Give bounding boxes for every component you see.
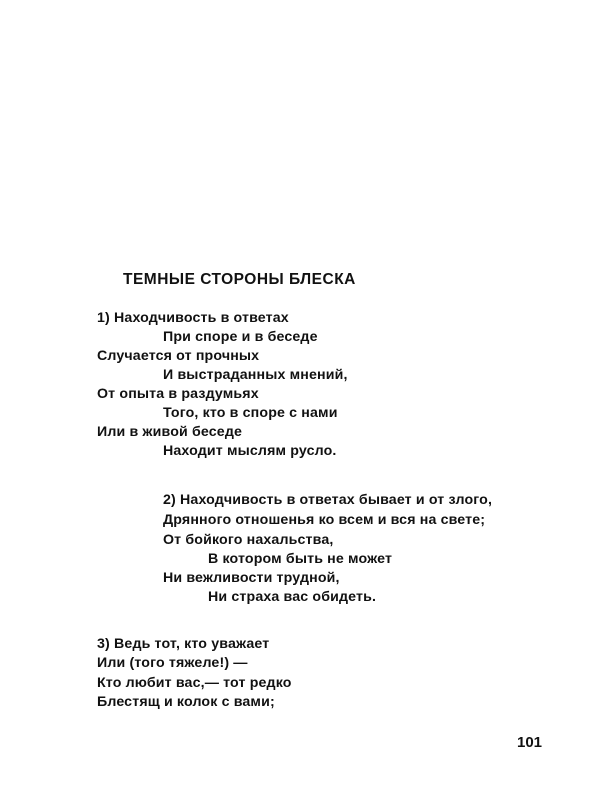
stanza-1-line-2: При споре и в беседе bbox=[163, 329, 318, 345]
stanza-1-line-7: Или в живой беседе bbox=[97, 424, 243, 440]
stanza-1-line-1: 1) Находчивость в ответах bbox=[97, 310, 289, 326]
stanza-3-line-1: 3) Ведь тот, кто уважает bbox=[97, 636, 270, 652]
stanza-3-line-3: Кто любит вас,— тот редко bbox=[97, 675, 292, 691]
stanza-2-line-1: 2) Находчивость в ответах бывает и от злого, bbox=[163, 492, 493, 508]
stanza-1-line-3: Случается от прочных bbox=[97, 348, 260, 364]
stanza-1-line-8: Находит мыслям русло. bbox=[163, 443, 337, 459]
stanza-2-line-6: Ни страха вас обидеть. bbox=[208, 589, 377, 605]
stanza-1-line-4: И выстраданных мнений, bbox=[163, 367, 348, 383]
stanza-2-line-5: Ни вежливости трудной, bbox=[163, 570, 340, 586]
poem-title: ТЕМНЫЕ СТОРОНЫ БЛЕСКА bbox=[123, 271, 356, 288]
stanza-2-line-3: От бойкого нахальства, bbox=[163, 532, 334, 548]
stanza-2-line-4: В котором быть не может bbox=[208, 551, 393, 567]
stanza-1-line-6: Того, кто в споре с нами bbox=[163, 405, 338, 421]
stanza-3-line-4: Блестящ и колок с вами; bbox=[97, 694, 275, 710]
stanza-1-line-5: От опыта в раздумьях bbox=[97, 386, 259, 402]
page-number: 101 bbox=[517, 734, 543, 751]
stanza-3-line-2: Или (того тяжеле!) — bbox=[97, 655, 248, 671]
stanza-2-line-2: Дрянного отношенья ко всем и вся на свете; bbox=[163, 512, 486, 528]
